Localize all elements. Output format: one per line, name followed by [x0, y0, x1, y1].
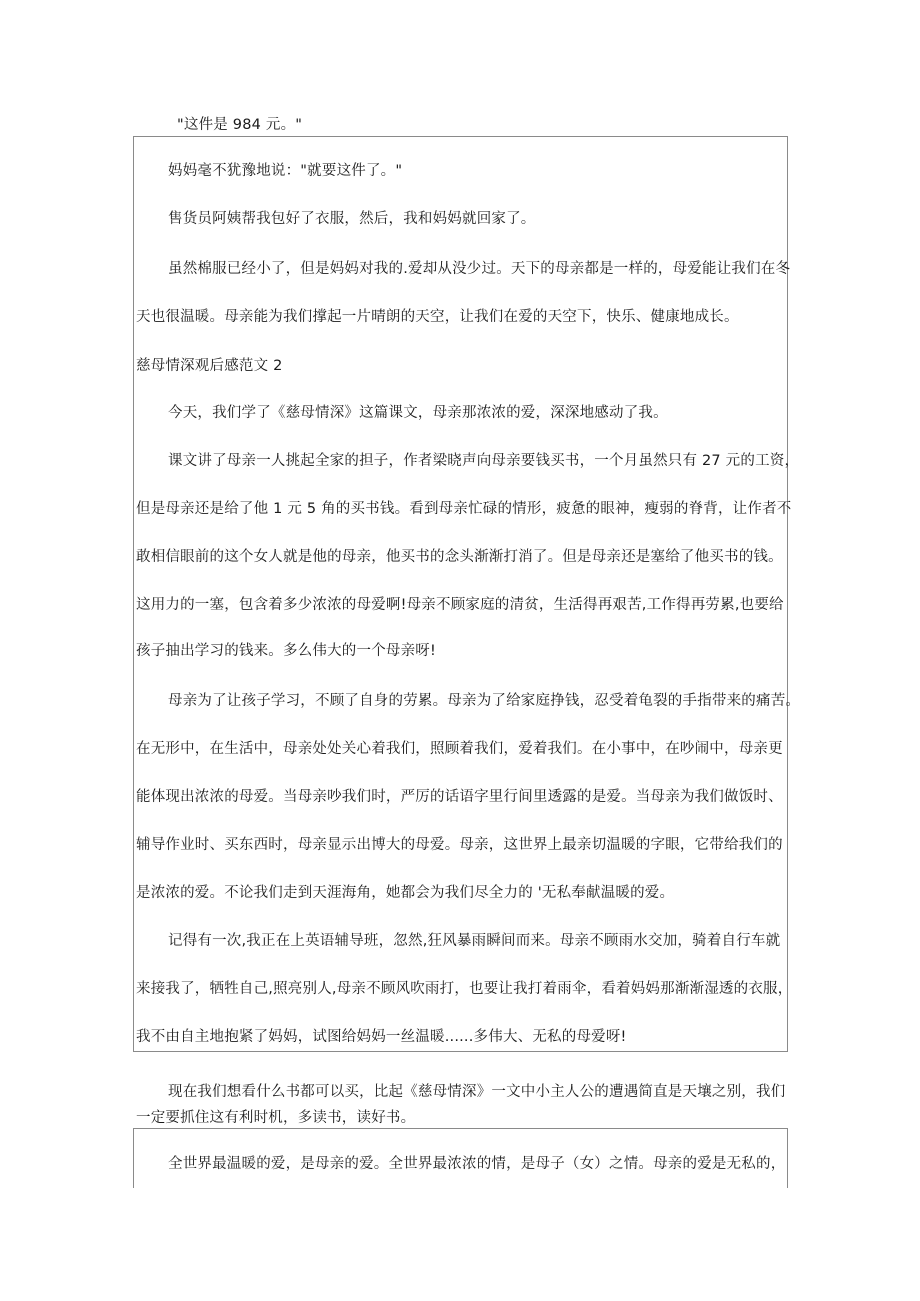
paragraph-7-line-2: 来接我了，牺牲自己,照亮别人,母亲不顾风吹雨打，也要让我打着雨伞，看着妈妈那渐渐湿透的衣服，: [136, 981, 793, 997]
paragraph-2: 售货员阿姨帮我包好了衣服，然后，我和妈妈就回家了。: [168, 211, 536, 227]
paragraph-3-line-2: 天也很温暖。母亲能为我们撑起一片晴朗的天空，让我们在爱的天空下，快乐、健康地成长。: [136, 309, 739, 325]
paragraph-5-line-4: 这用力的一塞，包含着多少浓浓的母爱啊!母亲不顾家庭的清贫，生活得再艰苦,工作得再劳累,也要给: [136, 597, 784, 613]
middle-paragraph-line-2: 一定要抓住这有利时机，多读书，读好书。: [136, 1110, 416, 1126]
paragraph-4: 今天，我们学了《慈母情深》这篇课文，母亲那浓浓的爱，深深地感动了我。: [168, 405, 668, 421]
paragraph-5-line-1: 课文讲了母亲一人挑起全家的担子，作者梁晓声向母亲要钱买书，一个月虽然只有 27 元的工资，: [168, 453, 800, 469]
paragraph-1: 妈妈毫不犹豫地说："就要这件了。": [168, 163, 403, 179]
top-quote: "这件是 984 元。": [177, 117, 303, 133]
box-2-line-1: 全世界最温暖的爱，是母亲的爱。全世界最浓浓的情，是母子（女）之情。母亲的爱是无私的，: [168, 1156, 786, 1172]
paragraph-6-line-2: 在无形中，在生活中，母亲处处关心着我们，照顾着我们，爱着我们。在小事中，在吵闹中，母亲更: [136, 741, 783, 757]
paragraph-7-line-3: 我不由自主地抱紧了妈妈，试图给妈妈一丝温暖......多伟大、无私的母爱呀!: [136, 1029, 627, 1045]
paragraph-5-line-5: 孩子抽出学习的钱来。多么伟大的一个母亲呀!: [136, 643, 437, 659]
paragraph-3-line-1: 虽然棉服已经小了，但是妈妈对我的.爱却从没少过。天下的母亲都是一样的，母爱能让我们在冬: [168, 261, 791, 277]
paragraph-5-line-2: 但是母亲还是给了他 1 元 5 角的买书钱。看到母亲忙碌的情形，疲惫的眼神，瘦弱的脊背，让作者不: [136, 501, 792, 517]
section-heading: 慈母情深观后感范文 2: [136, 358, 283, 374]
paragraph-5-line-3: 敢相信眼前的这个女人就是他的母亲，他买书的念头渐渐打消了。但是母亲还是塞给了他买书的钱。: [136, 549, 783, 565]
paragraph-6-line-5: 是浓浓的爱。不论我们走到天涯海角，她都会为我们尽全力的 '无私奉献温暖的爱。: [136, 885, 675, 901]
paragraph-7-line-1: 记得有一次,我正在上英语辅导班，忽然,狂风暴雨瞬间而来。母亲不顾雨水交加，骑着自行车就: [168, 933, 781, 949]
middle-paragraph-line-1: 现在我们想看什么书都可以买，比起《慈母情深》一文中小主人公的遭遇简直是天壤之别，我们: [168, 1084, 786, 1100]
paragraph-6-line-1: 母亲为了让孩子学习，不顾了自身的劳累。母亲为了给家庭挣钱，忍受着龟裂的手指带来的痛苦。: [168, 693, 801, 709]
paragraph-6-line-4: 辅导作业时、买东西时，母亲显示出博大的母爱。母亲，这世界上最亲切温暖的字眼，它带给我们的: [136, 837, 783, 853]
paragraph-6-line-3: 能体现出浓浓的母爱。当母亲吵我们时，严厉的话语字里行间里透露的是爱。当母亲为我们做饭时、: [136, 789, 783, 805]
